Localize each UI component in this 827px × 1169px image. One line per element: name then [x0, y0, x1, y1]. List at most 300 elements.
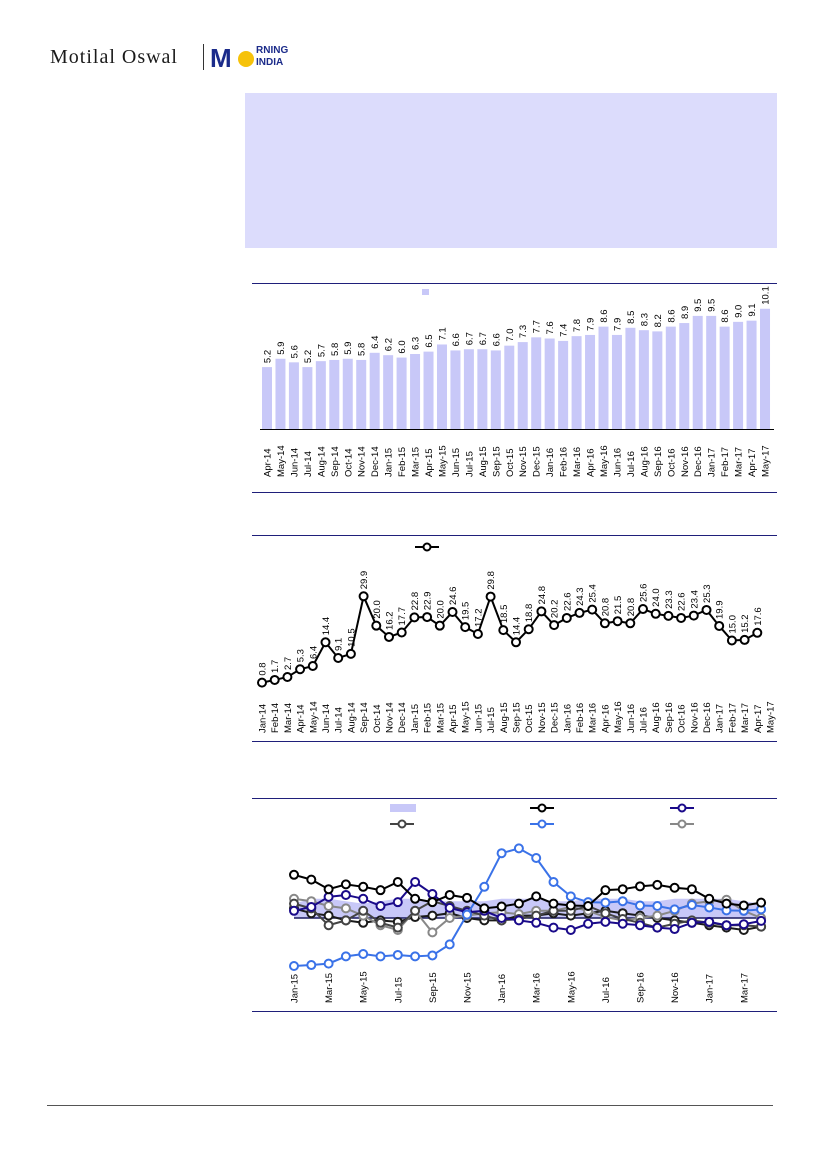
x-tick-label: Dec-15 — [549, 702, 561, 733]
data-point — [723, 900, 731, 908]
x-tick-label: Jul-14 — [333, 707, 345, 733]
x-tick-label: Jul-15 — [393, 977, 405, 1003]
bar — [275, 359, 285, 429]
x-tick-label: Jun-15 — [473, 703, 485, 733]
data-point — [474, 630, 482, 638]
x-tick-label: Nov-14 — [356, 446, 368, 477]
x-tick-label: May-16 — [599, 445, 610, 477]
data-point — [446, 891, 454, 899]
data-point — [290, 871, 298, 879]
data-point — [601, 918, 609, 926]
point-value-label: 24.8 — [536, 585, 548, 605]
point-value-label: 14.4 — [511, 616, 523, 636]
bar — [316, 361, 326, 429]
data-point — [652, 610, 660, 618]
legend-marker — [679, 821, 686, 828]
bar — [720, 327, 730, 429]
data-point — [411, 952, 419, 960]
data-point — [532, 854, 540, 862]
x-tick-label: Nov-15 — [536, 702, 548, 733]
point-value-label: 15.0 — [727, 615, 739, 634]
bar-value-label: 7.9 — [585, 317, 597, 331]
point-value-label: 17.2 — [473, 608, 485, 627]
x-tick-label: Jul-16 — [600, 977, 612, 1003]
bar — [585, 335, 595, 429]
bar — [558, 341, 568, 429]
point-value-label: 18.8 — [524, 603, 536, 623]
point-value-label: 0.8 — [257, 662, 269, 676]
x-tick-label: Mar-15 — [435, 702, 447, 733]
point-value-label: 18.5 — [498, 604, 510, 624]
data-point — [428, 951, 436, 959]
x-tick-label: Jan-15 — [383, 447, 395, 477]
bar — [572, 336, 582, 429]
x-tick-label: Apr-15 — [424, 448, 436, 477]
x-tick-label: Dec-16 — [702, 702, 713, 733]
x-tick-label: Aug-16 — [639, 446, 651, 477]
data-point — [283, 673, 291, 681]
data-point — [619, 897, 627, 905]
data-point — [705, 903, 713, 911]
point-value-label: 21.5 — [613, 595, 625, 615]
data-point — [636, 921, 644, 929]
data-point — [563, 614, 571, 622]
data-point — [446, 904, 454, 912]
point-value-label: 17.7 — [397, 606, 409, 626]
bar — [760, 309, 770, 429]
data-point — [307, 961, 315, 969]
data-point — [512, 638, 520, 646]
x-tick-label: Apr-14 — [295, 704, 307, 733]
data-point — [498, 902, 506, 910]
x-tick-label: Mar-16 — [531, 972, 543, 1003]
data-point — [653, 924, 661, 932]
bar-value-label: 10.1 — [760, 286, 772, 305]
x-tick-label: Jul-16 — [625, 451, 637, 477]
x-tick-label: Jan-16 — [545, 447, 557, 477]
point-value-label: 5.3 — [295, 649, 307, 663]
bar-value-label: 6.0 — [397, 340, 409, 354]
x-tick-label: Nov-14 — [384, 702, 396, 733]
point-value-label: 25.3 — [702, 584, 713, 603]
data-point — [601, 886, 609, 894]
point-value-label: 23.4 — [689, 590, 701, 609]
x-tick-label: Apr-14 — [262, 448, 274, 477]
point-value-label: 20.8 — [625, 597, 637, 617]
data-point — [498, 849, 506, 857]
bar — [343, 359, 353, 429]
x-tick-label: Aug-14 — [316, 446, 328, 477]
bar-value-label: 9.5 — [706, 298, 718, 312]
data-point — [377, 919, 385, 927]
x-tick-label: Mar-16 — [572, 446, 584, 477]
x-tick-label: Apr-17 — [747, 448, 759, 477]
report-header — [50, 40, 450, 80]
bar-value-label: 8.6 — [599, 309, 610, 323]
data-point — [377, 902, 385, 910]
data-point — [741, 636, 749, 644]
bar-value-label: 8.9 — [679, 305, 691, 320]
data-point — [664, 612, 672, 620]
x-tick-label: Jun-16 — [625, 703, 637, 733]
data-point — [449, 608, 457, 616]
point-value-label: 6.4 — [308, 645, 320, 660]
data-point — [463, 911, 471, 919]
x-tick-label: Jan-17 — [714, 703, 726, 733]
x-tick-label: Jan-17 — [706, 447, 718, 477]
data-point — [567, 902, 575, 910]
point-value-label: 24.3 — [575, 587, 586, 606]
point-value-label: 23.3 — [663, 590, 675, 609]
data-point — [740, 902, 748, 910]
point-value-label: 24.6 — [448, 586, 459, 606]
point-value-label: 16.2 — [384, 611, 396, 630]
data-point — [258, 679, 266, 687]
bar — [693, 316, 703, 429]
point-value-label: 20.0 — [371, 600, 383, 619]
bar-value-label: 8.6 — [666, 309, 678, 323]
x-tick-label: May-15 — [437, 445, 449, 477]
point-value-label: 24.0 — [651, 588, 663, 607]
data-point — [532, 892, 540, 900]
data-point — [636, 882, 644, 890]
data-point — [601, 619, 609, 627]
data-point — [653, 912, 661, 920]
data-point — [359, 907, 367, 915]
data-point — [550, 900, 558, 908]
x-tick-label: Oct-16 — [676, 704, 688, 733]
data-point — [671, 925, 679, 933]
bar — [612, 335, 622, 429]
x-tick-label: Jan-14 — [257, 703, 269, 733]
data-point — [342, 952, 350, 960]
data-point — [601, 909, 609, 917]
bar-value-label: 7.7 — [531, 320, 543, 334]
data-point — [757, 899, 765, 907]
x-tick-label: Mar-17 — [733, 446, 745, 477]
point-value-label: 22.8 — [409, 591, 421, 611]
data-point — [715, 622, 723, 630]
x-tick-label: Oct-14 — [343, 448, 355, 477]
x-tick-label: Mar-17 — [740, 702, 752, 733]
data-point — [372, 622, 380, 630]
x-tick-label: Feb-14 — [270, 702, 282, 733]
bar-value-label: 5.6 — [289, 345, 301, 359]
x-tick-label: Mar-17 — [739, 972, 751, 1003]
bar — [289, 362, 299, 429]
bar — [518, 342, 528, 429]
data-point — [411, 878, 419, 886]
morning-india-logo — [210, 42, 340, 74]
data-point — [342, 891, 350, 899]
data-point — [290, 907, 298, 915]
x-tick-label: May-15 — [358, 971, 370, 1003]
legend-marker — [399, 821, 406, 828]
data-point — [639, 605, 647, 613]
point-value-label: 15.2 — [740, 614, 752, 633]
data-point — [653, 881, 661, 889]
data-point — [359, 895, 367, 903]
bar-value-label: 6.6 — [491, 333, 503, 347]
data-point — [296, 665, 304, 673]
data-point — [619, 920, 627, 928]
data-point — [307, 903, 315, 911]
data-point — [334, 654, 342, 662]
legend-marker — [679, 805, 686, 812]
bar-value-label: 6.3 — [410, 336, 422, 350]
data-point — [636, 902, 644, 910]
data-point — [325, 885, 333, 893]
point-value-label: 25.6 — [638, 583, 650, 603]
point-value-label: 29.8 — [486, 571, 498, 590]
bar — [639, 330, 649, 429]
bar — [747, 321, 757, 429]
data-point — [325, 921, 333, 929]
point-value-label: 22.6 — [676, 592, 688, 611]
data-point — [576, 609, 584, 617]
data-point — [398, 628, 406, 636]
point-value-label: 20.8 — [600, 597, 612, 617]
data-point — [394, 951, 402, 959]
data-point — [688, 885, 696, 893]
x-tick-label: Jan-16 — [497, 973, 509, 1003]
data-point — [525, 625, 533, 633]
bar-value-label: 7.1 — [437, 327, 449, 341]
data-point — [463, 894, 471, 902]
bar-value-label: 5.9 — [275, 341, 287, 355]
data-point — [550, 621, 558, 629]
bar-value-label: 9.0 — [733, 304, 745, 318]
bar-value-label: 8.3 — [639, 312, 651, 327]
point-value-label: 22.9 — [422, 591, 434, 611]
point-value-label: 20.2 — [549, 599, 561, 619]
summary-box — [245, 93, 777, 248]
x-tick-label: Nov-16 — [670, 972, 682, 1003]
bar — [424, 352, 434, 429]
data-point — [428, 912, 436, 920]
bar — [410, 354, 420, 429]
data-point — [271, 676, 279, 684]
data-point — [614, 617, 622, 625]
bar — [504, 346, 514, 429]
logo-line2: INDIA — [256, 57, 284, 68]
x-tick-label: Jun-14 — [289, 447, 301, 477]
data-point — [728, 637, 736, 645]
data-point — [377, 886, 385, 894]
data-point — [690, 612, 698, 620]
bar-value-label: 6.2 — [383, 337, 395, 352]
point-value-label: 17.6 — [752, 607, 764, 626]
data-point — [671, 905, 679, 913]
data-point — [567, 892, 575, 900]
x-tick-label: Jan-15 — [289, 973, 301, 1003]
x-tick-label: Jan-15 — [409, 703, 421, 733]
x-tick-label: Jul-16 — [638, 707, 650, 733]
legend-swatch — [422, 289, 429, 295]
x-tick-label: Jul-15 — [486, 707, 498, 733]
bar — [262, 367, 272, 429]
data-point — [359, 950, 367, 958]
bar — [599, 327, 609, 429]
data-point — [487, 593, 495, 601]
data-point — [410, 613, 418, 621]
data-point — [705, 895, 713, 903]
footer-rule — [47, 1105, 773, 1106]
bar — [302, 367, 312, 429]
x-tick-label: Sep-16 — [663, 702, 675, 733]
x-tick-label: Feb-15 — [422, 702, 434, 733]
bar — [329, 360, 339, 429]
logo-m: M — [210, 43, 232, 73]
x-tick-label: Sep-15 — [491, 446, 503, 477]
bar — [545, 339, 555, 429]
x-tick-label: May-17 — [765, 701, 777, 733]
point-value-label: 1.7 — [270, 659, 282, 673]
data-point — [740, 920, 748, 928]
logo-line1: RNING — [256, 45, 289, 56]
legend-marker — [539, 821, 546, 828]
x-tick-label: Nov-16 — [679, 446, 691, 477]
x-tick-label: Oct-16 — [666, 448, 678, 477]
data-point — [290, 962, 298, 970]
data-point — [342, 904, 350, 912]
x-tick-label: May-14 — [275, 445, 287, 477]
data-point — [325, 912, 333, 920]
data-point — [394, 924, 402, 932]
x-tick-label: May-16 — [613, 701, 625, 733]
bar-value-label: 6.6 — [450, 333, 462, 347]
brand-name: Motilal Oswal — [50, 46, 178, 68]
data-point — [428, 898, 436, 906]
data-point — [499, 626, 507, 634]
data-point — [446, 914, 454, 922]
data-point — [537, 607, 545, 615]
data-point — [498, 914, 506, 922]
bar-value-label: 6.7 — [477, 332, 489, 346]
bar-value-label: 7.4 — [558, 323, 570, 337]
x-tick-label: Apr-15 — [448, 704, 459, 733]
bar-value-label: 8.6 — [720, 309, 732, 323]
x-tick-label: Sep-16 — [635, 972, 647, 1003]
bar — [477, 349, 487, 429]
x-tick-label: Nov-15 — [518, 446, 530, 477]
data-point — [671, 884, 679, 892]
x-tick-label: Jul-15 — [464, 451, 476, 477]
x-tick-label: Feb-15 — [397, 446, 409, 477]
bar-value-label: 9.1 — [747, 303, 759, 317]
x-tick-label: Dec-14 — [397, 702, 409, 733]
bar-value-label: 8.5 — [625, 310, 637, 324]
data-point — [394, 898, 402, 906]
data-point — [411, 907, 419, 915]
bar-value-label: 8.2 — [652, 314, 664, 328]
x-tick-label: Apr-16 — [585, 448, 597, 477]
data-point — [309, 662, 317, 670]
sun-icon — [238, 51, 254, 67]
bar-value-label: 5.2 — [262, 349, 274, 364]
data-point — [461, 623, 469, 631]
x-tick-label: Sep-14 — [329, 446, 341, 477]
x-tick-label: Jul-14 — [302, 451, 314, 477]
data-point — [359, 883, 367, 891]
data-point — [688, 901, 696, 909]
data-point — [601, 899, 609, 907]
bar-value-label: 6.4 — [370, 335, 382, 349]
bar-value-label: 5.8 — [329, 342, 341, 356]
x-tick-label: May-15 — [460, 701, 472, 733]
data-point — [532, 919, 540, 927]
data-point — [342, 880, 350, 888]
data-point — [385, 633, 393, 641]
x-tick-label: Oct-14 — [371, 704, 383, 733]
x-tick-label: Sep-15 — [427, 972, 439, 1003]
bar-value-label: 9.5 — [693, 298, 705, 312]
data-point — [480, 904, 488, 912]
data-point — [515, 900, 523, 908]
bar-value-label: 5.7 — [316, 343, 328, 358]
x-tick-label: May-17 — [760, 445, 772, 477]
data-point — [705, 918, 713, 926]
legend-swatch — [390, 804, 416, 812]
data-point — [619, 885, 627, 893]
point-value-label: 14.4 — [321, 616, 332, 636]
bar-value-label: 6.7 — [464, 332, 476, 346]
x-tick-label: Nov-16 — [689, 702, 701, 733]
data-point — [723, 921, 731, 929]
data-point — [515, 916, 523, 924]
bar-value-label: 7.3 — [518, 324, 530, 339]
bar — [450, 350, 460, 429]
bar — [491, 350, 501, 429]
x-tick-label: Sep-15 — [511, 702, 523, 733]
data-point — [360, 592, 368, 600]
bar-value-label: 7.0 — [504, 328, 516, 342]
bar-chart-container — [252, 283, 777, 493]
data-point — [584, 920, 592, 928]
bar-value-label: 7.8 — [572, 318, 584, 333]
x-tick-label: Apr-17 — [752, 704, 764, 733]
x-tick-label: Apr-16 — [600, 704, 612, 733]
x-tick-label: Jan-16 — [562, 703, 574, 733]
legend-marker — [424, 544, 431, 551]
line-chart-container — [252, 535, 777, 742]
x-tick-label: Sep-14 — [359, 702, 371, 733]
multi-line-chart-container — [252, 798, 777, 1012]
data-point — [550, 924, 558, 932]
point-value-label: 22.6 — [562, 592, 574, 611]
bar — [666, 327, 676, 429]
bar-value-label: 5.2 — [302, 349, 314, 364]
x-tick-label: Jun-14 — [321, 703, 332, 733]
bar-value-label: 7.9 — [612, 317, 624, 331]
x-tick-label: Dec-15 — [531, 446, 543, 477]
data-point — [688, 919, 696, 927]
x-tick-label: Oct-15 — [504, 448, 516, 477]
x-tick-label: May-16 — [566, 971, 578, 1003]
data-point — [428, 928, 436, 936]
x-tick-label: Aug-15 — [477, 446, 489, 477]
x-tick-label: Jun-16 — [612, 447, 624, 477]
point-value-label: 20.0 — [435, 600, 447, 619]
bar — [383, 355, 393, 429]
multi-line-chart — [252, 798, 777, 1012]
bar — [397, 358, 407, 429]
point-value-label: 9.1 — [333, 637, 345, 652]
bar — [625, 328, 635, 429]
bar — [370, 353, 380, 429]
point-value-label: 19.9 — [714, 600, 726, 619]
bar-value-label: 5.8 — [356, 342, 368, 356]
